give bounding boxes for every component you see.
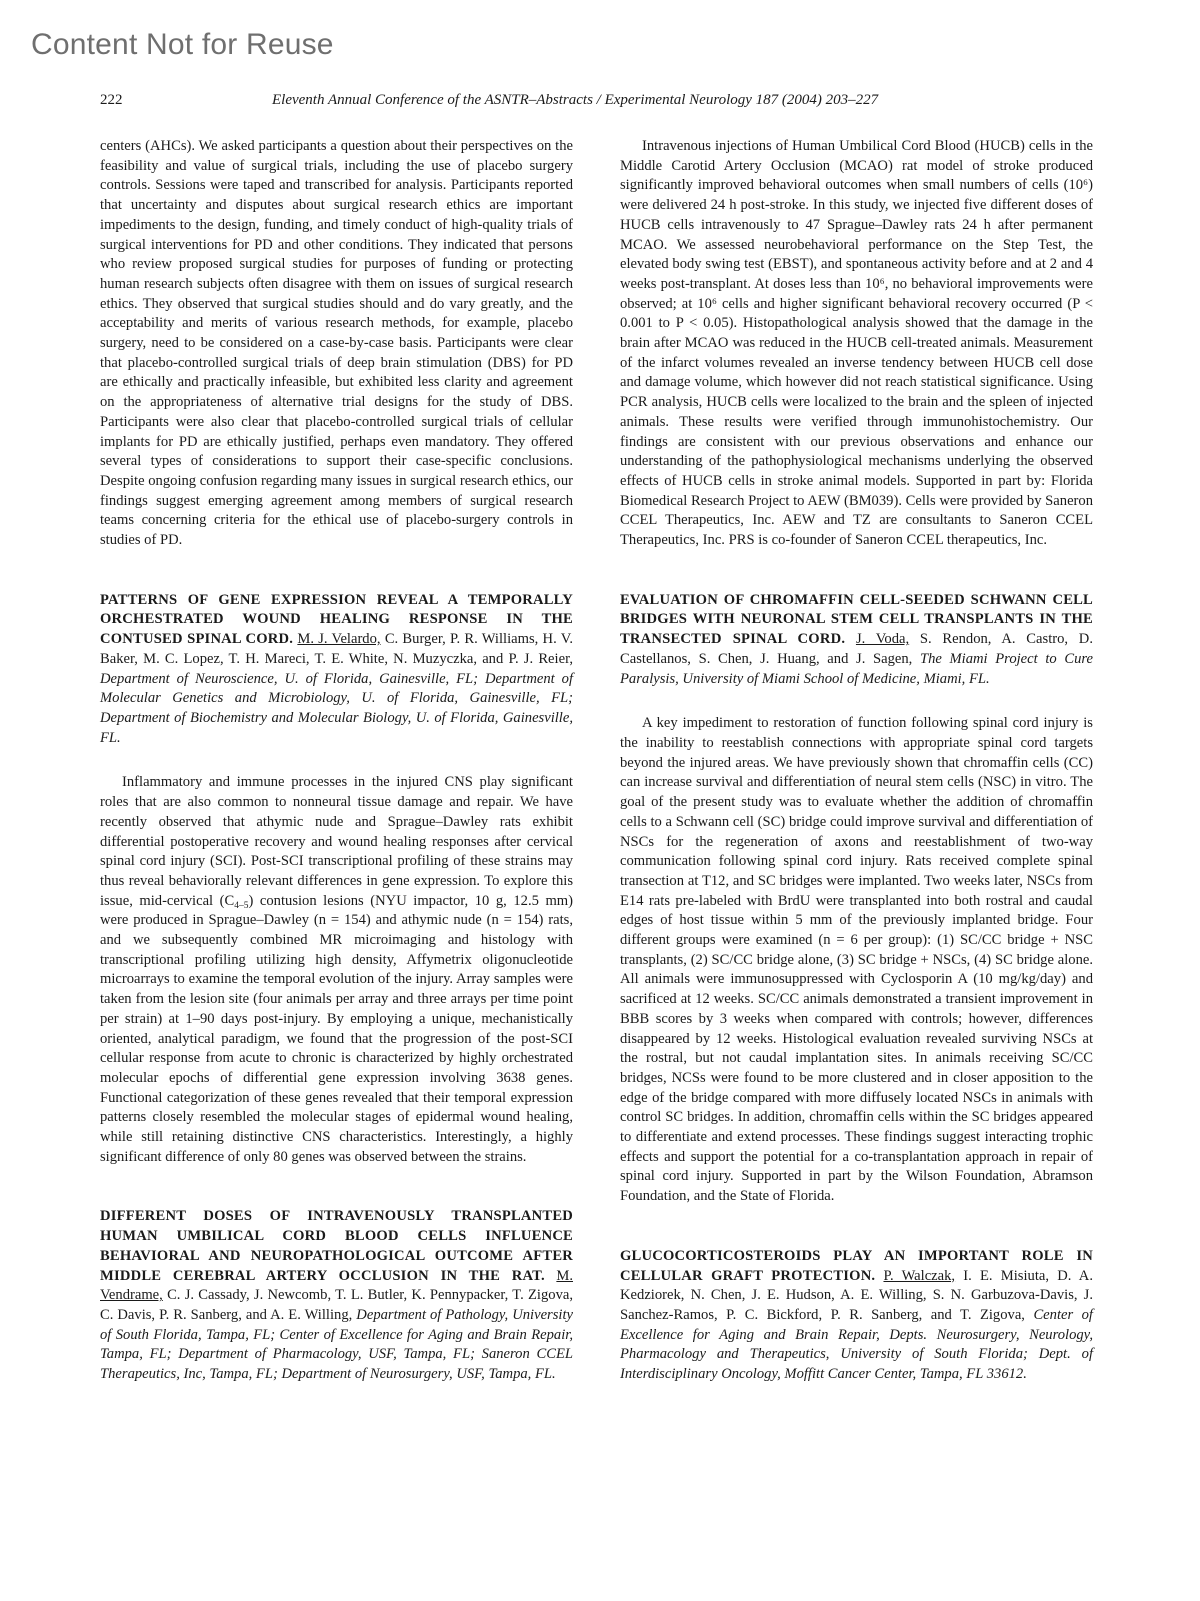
watermark: Content Not for Reuse xyxy=(31,28,334,61)
abstract-header-gene-expression xyxy=(100,591,573,749)
abstract-body-chromaffin-bridges: A key impediment to restoration of function following spinal cord injury is the inability to reestablish connections with appropriate spinal cord targets beyond the injured areas. We have previously shown that chromaffin cells (CC) can increase survival and differentiation of neural stem cells (NSC) in vitro. The goal of the present study was to evaluate whether the addition of chromaffin cells to a Schwann cell (SC) bridge could improve survival and differentiation of NSCs for the regeneration of axons and reestablishment of two-way communication following spinal cord injury. Rats received complete spinal transection at T12, and SC bridges were implanted. Two weeks later, NSCs from E14 rats pre-labeled with BrdU were transplanted into both rostral and caudal edges of host tissue within 5 mm of the previously implanted bridge. Four different groups were examined (n = 6 per group): (1) SC/CC bridge + NSC transplants, (2) SC/CC bridge alone, (3) SC bridge + NSCs, (4) SC bridge alone. All animals were immunosuppressed with Cyclosporin A (10 mg/kg/day) and sacrificed at 12 weeks. SC/CC animals demonstrated a transient improvement in BBB scores by 3 weeks when compared with controls; however, differences disappeared by 12 weeks. Histological evaluation revealed surviving NSCs at the rostral, but not caudal implantation sites. In animals receiving SC/CC bridges, NCSs were found to be more clustered and in closer apposition to the edge of the bridge compared with more diffusely located NSCs in animals with control SC bridges. In addition, chromaffin cells within the SC bridges appeared to differentiate and extend processes. These findings suggest interacting trophic effects and support the potential for a co-transplantation approach in repair of spinal cord injury. Supported in part by the Wilson Foundation, Abramson Foundation, and the State of Florida. xyxy=(620,715,1093,1205)
affiliations: Department of Pathology, University of South Florida, Tampa, FL; Center of Excellence for Aging and Brain Repair, Tampa, FL; Department of Pharmacology, USF, Tampa, FL; Saneron CCEL Therapeutics, Inc, Tampa, FL; Department of Neurosurgery, USF, Tampa, FL. xyxy=(100,1306,573,1383)
author-list: C. Burger, P. R. Williams, H. V. Baker, M. C. Lopez, T. H. Mareci, T. E. White, N. Muzyczka, and P. J. Reier, xyxy=(100,631,573,667)
author-list: S. Rendon, A. Castro, D. Castellanos, S. Chen, J. Huang, and J. Sagen, xyxy=(620,631,1093,667)
author-list: I. E. Misiuta, D. A. Kedziorek, N. Chen, J. E. Hudson, A. E. Willing, S. N. Garbuzova-Davis, J. Sanchez-Ramos, P. C. Bickford, P. R. Sanberg, and T. Zigova, xyxy=(620,1267,1093,1323)
presenting-author: M. J. Velardo, xyxy=(297,631,381,648)
right-column xyxy=(620,137,1093,1385)
abstract-body-part: Inflammatory and immune processes in the injured CNS play significant roles that are also common to nonneural tissue damage and repair. We have recently observed that athymic nude and Sprague–Dawley rats exhibit differential postoperative recovery and wound healing responses after cervical spinal cord injury (SCI). Post-SCI transcriptional profiling of these strains may thus reveal behaviorally relevant differences in gene expression. To explore this issue, mid-cervical (C xyxy=(100,774,573,909)
left-column xyxy=(100,137,573,1385)
abstract-title: DIFFERENT DOSES OF INTRAVENOUSLY TRANSPLANTED HUMAN UMBILICAL CORD BLOOD CELLS INFLUENCE BEHAVIORAL AND NEUROPATHOLOGICAL OUTCOME AFTER MIDDLE CEREBRAL ARTERY OCCLUSION IN THE RAT. xyxy=(100,1208,573,1284)
page-number: 222 xyxy=(100,92,123,108)
abstract-header-glucocorticosteroids xyxy=(620,1247,1093,1385)
abstract-header-chromaffin-bridges xyxy=(620,591,1093,690)
presenting-author: J. Voda, xyxy=(855,631,910,648)
abstract-body-part: ) contusion lesions (NYU impactor, 10 g, 12.5 mm) were produced in Sprague–Dawley (n = 154) and athymic nude (n = 154) rats, and we subsequently combined MR microimaging and histology with transcriptional profiling utilizing high density, Affymetrix oligonucleotide microarrays to examine the temporal evolution of the injury. Array samples were taken from the lesion site (four animals per array and three arrays per time point per strain) at 1–90 days post-injury. By employing a unique, mechanistically oriented, analytical paradigm, we found that the progression of the post-SCI cellular response from acute to chronic is characterized by highly orchestrated molecular epochs of differential gene expression involving 3638 genes. Functional categorization of these genes revealed that their temporal expression patterns closely resembled the molecular stages of epidermal wound healing, while still retaining distinctive CNS characteristics. Interestingly, a highly significant difference of only 80 genes was observed between the strains. xyxy=(100,892,574,1165)
abstract-body-gene-expression xyxy=(100,773,573,1167)
running-header: Eleventh Annual Conference of the ASNTR–Abstracts / Experimental Neurology 187 (2004) 203–227 xyxy=(272,92,879,108)
abstract-title: EVALUATION OF CHROMAFFIN CELL-SEEDED SCHWANN CELL BRIDGES WITH NEURONAL STEM CELL TRANSPLANTS IN THE TRANSECTED SPINAL CORD. xyxy=(620,591,1093,648)
presenting-author: M. Vendrame, xyxy=(100,1267,573,1304)
continued-abstract-text: centers (AHCs). We asked participants a question about their perspectives on the feasibility and value of surgical trials, including the use of placebo surgery controls. Sessions were taped and transcribed for analysis. Participants reported that uncertainty and disputes about surgical research ethics are important impediments to the design, funding, and timely conduct of high-quality trials of surgical interventions for PD and other conditions. They indicated that persons who review proposed surgical studies for purposes of funding or protecting human research subjects often disagree with them on issues of surgical research ethics. They observed that surgical studies should and do vary greatly, and the acceptability and merits of various research methods, for example, placebo surgery, need to be considered on a case-by-case basis. Participants were clear that placebo-controlled surgical trials of deep brain stimulation (DBS) for PD are ethically and practically infeasible, but exhibited less clarity and agreement on the appropriateness of alternative trial designs for the study of DBS. Participants were also clear that placebo-controlled surgical trials of cellular implants for PD are ethically justified, perhaps even mandatory. They offered several types of considerations to support their case-specific conclusions. Despite ongoing confusion regarding many issues in surgical research ethics, our findings suggest emerging agreement among members of surgical research teams concerning criteria for the ethical use of placebo-surgery controls in studies of PD. xyxy=(100,138,573,549)
affiliations: Department of Neuroscience, U. of Florida, Gainesville, FL; Department of Molecular Genetics and Microbiology, U. of Florida, Gainesville, FL; Department of Biochemistry and Molecular Biology, U. of Florida, Gainesville, FL. xyxy=(100,670,573,746)
affiliations: Center of Excellence for Aging and Brain Repair, Depts. Neurosurgery, Neurology, Pharmacology and Therapeutics, University of South Florida; Dept. of Interdisciplinary Oncology, Moffitt Cancer Center, Tampa, FL 33612. xyxy=(620,1306,1093,1383)
abstract-body-hucb-doses: Intravenous injections of Human Umbilical Cord Blood (HUCB) cells in the Middle Carotid Artery Occlusion (MCAO) rat model of stroke produced significantly improved behavioral outcomes when small numbers of cells (10⁶) were delivered 24 h post-stroke. In this study, we injected five different doses of HUCB cells intravenously to 47 Sprague–Dawley rats 24 h after permanent MCAO. We assessed neurobehavioral performance on the Step Test, the elevated body swing test (EBST), and spontaneous activity before and at 2 and 4 weeks post-transplant. At doses less than 10⁶, no behavioral improvements were observed; at 10⁶ cells and higher significant behavioral recovery occurred (P < 0.001 to P < 0.05). Histopathological analysis showed that the damage in the brain after MCAO was reduced in the HUCB cell-treated animals. Measurement of the infarct volumes revealed an inverse tendency between HUCB cell dose and damage volume, which however did not reach statistical significance. Using PCR analysis, HUCB cells were localized to the brain and the spleen of injected animals. These results were verified through immunohistochemistry. Our findings are consistent with our previous observations and enhance our understanding of the pathophysiological mechanisms underlying the observed effects of HUCB cells in stroke animal models. Supported in part by: Florida Biomedical Research Project to AEW (BM039). Cells were provided by Saneron CCEL Therapeutics, Inc. AEW and TZ are consultants to Saneron CCEL Therapeutics, Inc. PRS is co-founder of Saneron CCEL therapeutics, Inc. xyxy=(620,138,1093,549)
subscript: 4–5 xyxy=(234,900,249,911)
abstract-header-hucb-doses xyxy=(100,1207,573,1384)
affiliations: The Miami Project to Cure Paralysis, University of Miami School of Medicine, Miami, FL. xyxy=(620,650,1093,687)
abstract-title: GLUCOCORTICOSTEROIDS PLAY AN IMPORTANT ROLE IN CELLULAR GRAFT PROTECTION. xyxy=(620,1247,1093,1284)
author-list: C. J. Cassady, J. Newcomb, T. L. Butler, K. Pennypacker, T. Zigova, C. Davis, P. R. Sanberg, and A. E. Willing, xyxy=(100,1287,574,1323)
presenting-author: P. Walczak, xyxy=(883,1267,956,1284)
abstract-title: PATTERNS OF GENE EXPRESSION REVEAL A TEMPORALLY ORCHESTRATED WOUND HEALING RESPONSE IN THE CONTUSED SPINAL CORD. xyxy=(100,591,573,648)
